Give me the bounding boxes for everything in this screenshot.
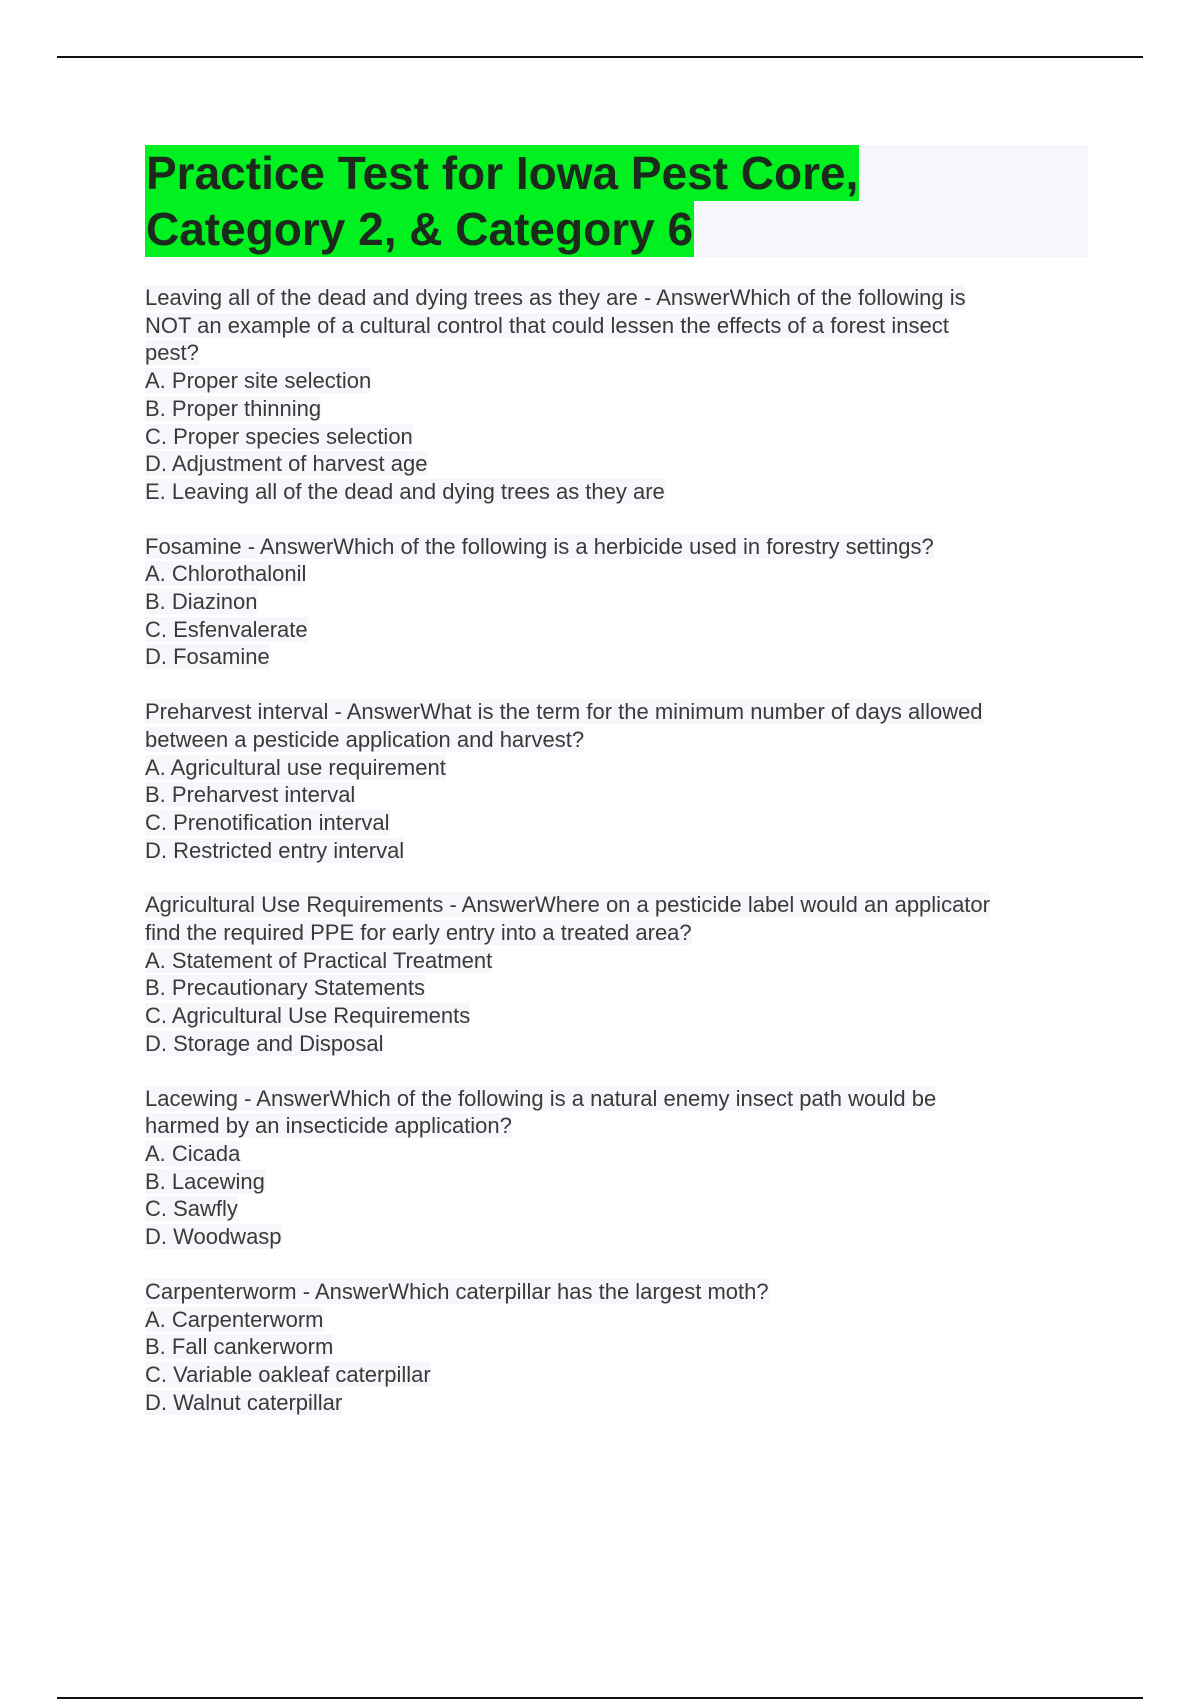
question-list bbox=[145, 284, 1095, 1443]
document-title bbox=[145, 145, 1088, 257]
question-text: Fosamine - AnswerWhich of the following is a herbicide used in forestry settings? bbox=[145, 533, 934, 559]
answer-option: B. Proper thinning bbox=[145, 395, 322, 421]
question-block bbox=[145, 284, 1095, 506]
question-text: find the required PPE for early entry into a treated area? bbox=[145, 920, 692, 946]
answer-option: D. Adjustment of harvest age bbox=[145, 451, 428, 477]
question-text: harmed by an insecticide application? bbox=[145, 1113, 512, 1139]
answer-option: A. Proper site selection bbox=[145, 368, 372, 394]
answer-option: A. Statement of Practical Treatment bbox=[145, 947, 493, 973]
title-line-1: Practice Test for Iowa Pest Core, bbox=[146, 147, 859, 199]
bottom-rule bbox=[57, 1697, 1143, 1699]
answer-option: A. Carpenterworm bbox=[145, 1306, 324, 1332]
answer-option: D. Restricted entry interval bbox=[145, 837, 405, 863]
answer-option: C. Sawfly bbox=[145, 1196, 238, 1222]
answer-option: A. Agricultural use requirement bbox=[145, 754, 446, 780]
answer-option: B. Lacewing bbox=[145, 1168, 265, 1194]
answer-option: C. Proper species selection bbox=[145, 423, 413, 449]
answer-option: A. Chlorothalonil bbox=[145, 561, 307, 587]
question-block bbox=[145, 1278, 1095, 1417]
title-line-2: Category 2, & Category 6 bbox=[146, 203, 694, 255]
answer-option: C. Agricultural Use Requirements bbox=[145, 1003, 471, 1029]
question-text: Lacewing - AnswerWhich of the following is a natural enemy insect path would be bbox=[145, 1085, 937, 1111]
answer-option: D. Woodwasp bbox=[145, 1224, 282, 1250]
answer-option: D. Storage and Disposal bbox=[145, 1030, 384, 1056]
question-block bbox=[145, 891, 1095, 1057]
answer-option: E. Leaving all of the dead and dying trees as they are bbox=[145, 478, 665, 504]
top-rule bbox=[57, 56, 1143, 58]
answer-option: B. Preharvest interval bbox=[145, 782, 356, 808]
answer-option: B. Fall cankerworm bbox=[145, 1334, 334, 1360]
answer-option: C. Prenotification interval bbox=[145, 809, 390, 835]
answer-option: A. Cicada bbox=[145, 1140, 241, 1166]
answer-option: B. Diazinon bbox=[145, 589, 258, 615]
answer-option: C. Variable oakleaf caterpillar bbox=[145, 1361, 431, 1387]
question-text: between a pesticide application and harvest? bbox=[145, 726, 585, 752]
answer-option: C. Esfenvalerate bbox=[145, 616, 308, 642]
question-text: pest? bbox=[145, 340, 199, 366]
question-text: Preharvest interval - AnswerWhat is the term for the minimum number of days allowed bbox=[145, 699, 983, 725]
question-block bbox=[145, 698, 1095, 864]
question-text: Carpenterworm - AnswerWhich caterpillar has the largest moth? bbox=[145, 1278, 769, 1304]
question-text: NOT an example of a cultural control that could lessen the effects of a forest insect bbox=[145, 312, 949, 338]
question-block bbox=[145, 533, 1095, 672]
question-block bbox=[145, 1085, 1095, 1251]
question-text: Agricultural Use Requirements - AnswerWhere on a pesticide label would an applicator bbox=[145, 892, 990, 918]
answer-option: D. Fosamine bbox=[145, 644, 270, 670]
answer-option: B. Precautionary Statements bbox=[145, 975, 426, 1001]
answer-option: D. Walnut caterpillar bbox=[145, 1389, 343, 1415]
question-text: Leaving all of the dead and dying trees as they are - AnswerWhich of the following is bbox=[145, 285, 966, 310]
